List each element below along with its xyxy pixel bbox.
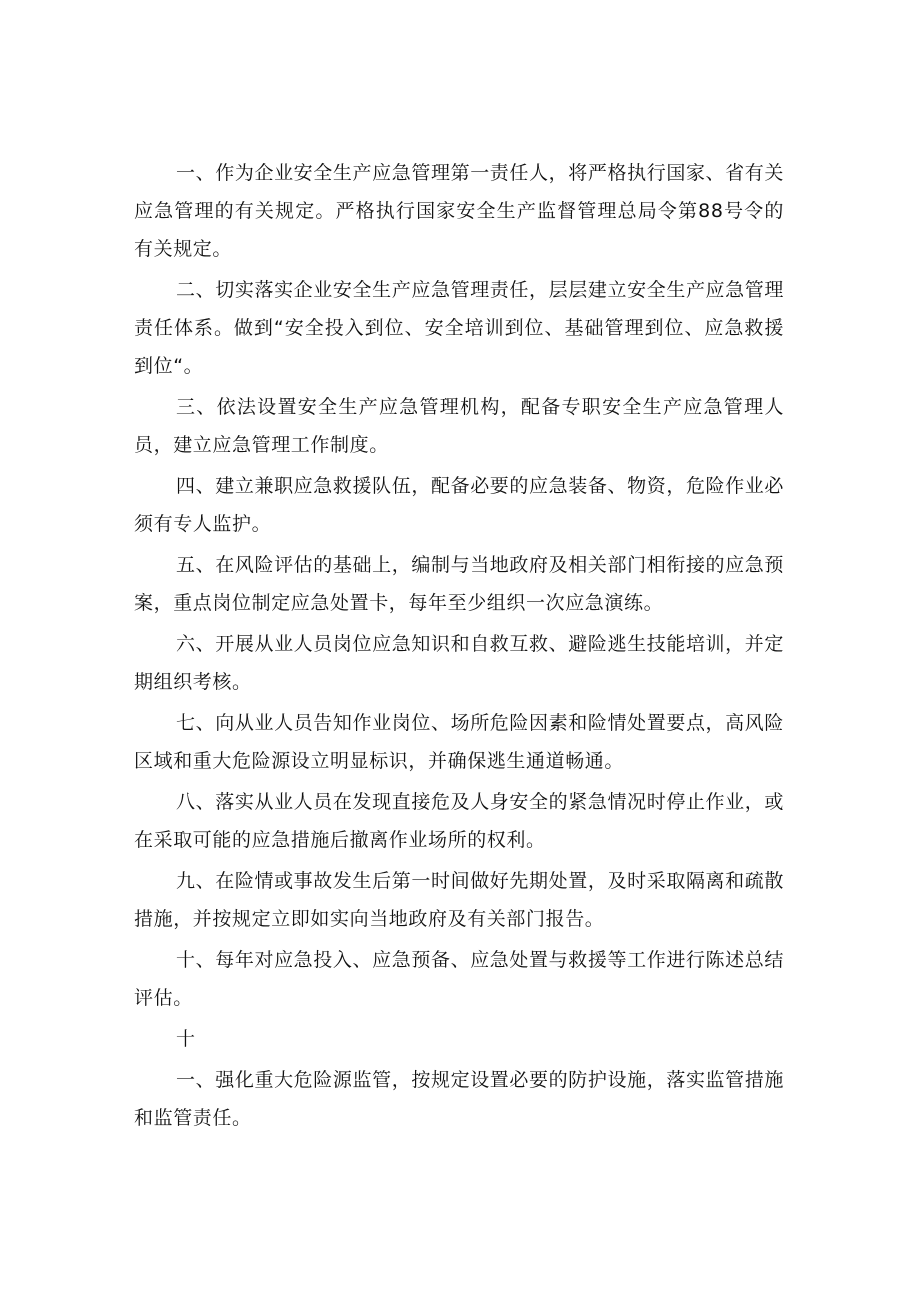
paragraph-9: 九、在险情或事故发生后第一时间做好先期处置，及时采取隔离和疏散措施，并按规定立即如实向当地政府及有关部门报告。: [134, 870, 784, 930]
paragraph-8: 八、落实从业人员在发现直接危及人身安全的紧急情况时停止作业，或在采取可能的应急措施后撤离作业场所的权利。: [134, 791, 784, 851]
paragraph-12: 一、强化重大危险源监管，按规定设置必要的防护设施，落实监管措施和监管责任。: [134, 1069, 784, 1129]
paragraph-7: 七、向从业人员告知作业岗位、场所危险因素和险情处置要点，高风险区域和重大危险源设立明显标识，并确保逃生通道畅通。: [134, 712, 784, 772]
paragraph-4: 四、建立兼职应急救援队伍，配备必要的应急装备、物资，危险作业必须有专人监护。: [134, 475, 784, 535]
paragraph-5: 五、在风险评估的基础上，编制与当地政府及相关部门相衔接的应急预案，重点岗位制定应急处置卡，每年至少组织一次应急演练。: [134, 554, 784, 614]
paragraph-10: 十、每年对应急投入、应急预备、应急处置与救援等工作进行陈述总结评估。: [134, 949, 784, 1009]
paragraph-1: 一、作为企业安全生产应急管理第一责任人，将严格执行国家、省有关应急管理的有关规定。严格执行国家安全生产监督管理总局令第88号令的有关规定。: [134, 162, 784, 260]
document-body: [134, 154, 784, 1140]
paragraph-6: 六、开展从业人员岗位应急知识和自救互救、避险逃生技能培训，并定期组织考核。: [134, 633, 784, 693]
paragraph-11-heading: 十: [176, 1028, 196, 1050]
paragraph-3: 三、依法设置安全生产应急管理机构，配备专职安全生产应急管理人员，建立应急管理工作制度。: [134, 396, 784, 456]
paragraph-2: 二、切实落实企业安全生产应急管理责任，层层建立安全生产应急管理责任体系。做到“安全投入到位、安全培训到位、基础管理到位、应急救援到位“。: [134, 279, 784, 377]
